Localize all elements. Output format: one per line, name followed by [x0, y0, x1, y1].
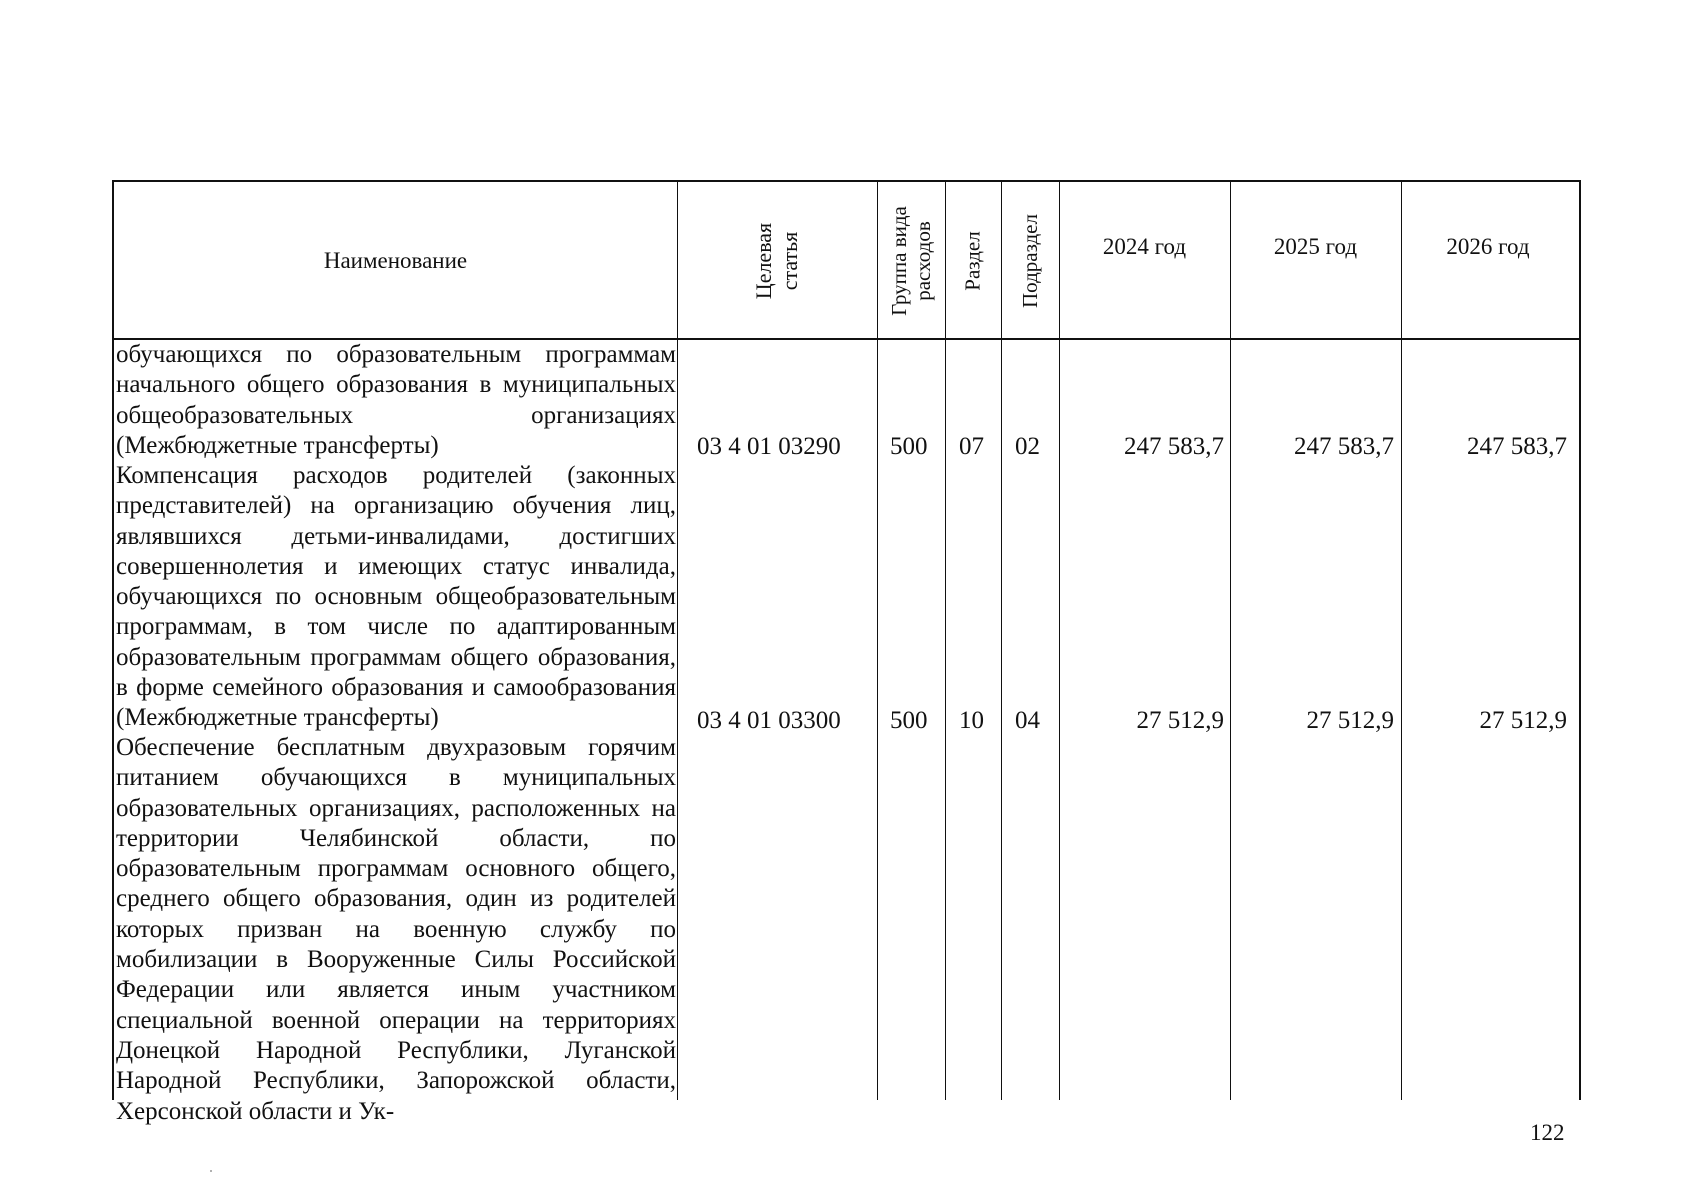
row-1-subsection: 02 — [1015, 433, 1040, 460]
header-target-article — [677, 182, 877, 339]
header-2025-label: 2025 год — [1273, 234, 1358, 259]
row-1-section: 07 — [959, 433, 984, 460]
scan-speck — [210, 1170, 212, 1172]
header-subsection — [1001, 182, 1059, 339]
header-name — [114, 182, 677, 339]
header-expense-group-line1: Группа вида — [887, 205, 911, 316]
row-1-2024: 247 583,7 — [1124, 433, 1224, 460]
header-2026-label: 2026 год — [1446, 234, 1530, 259]
budget-table — [112, 180, 1581, 1125]
row-2-subsection: 04 — [1015, 707, 1040, 734]
row-1-expense-group: 500 — [890, 433, 928, 460]
header-section — [945, 182, 1001, 339]
row-2-2025: 27 512,9 — [1306, 707, 1394, 734]
page-number: 122 — [1530, 1120, 1565, 1145]
row-2-target-article: 03 4 01 03300 — [697, 707, 841, 734]
name-column — [114, 340, 676, 1125]
header-2024 — [1059, 182, 1230, 339]
row-2-name: Компенсация расходов родителей (законных представителей) на организацию обучения лиц, являвшихся детьми-инвалидами, достигших совершеннолетия и имеющих статус инвалида, обучающихся по основным общеобразовательным программам, в том числе по адаптированным образовательным программам общего образования, в форме семейного образования и самообразования (Межбюджетные трансферты) — [116, 462, 676, 732]
header-2025 — [1230, 182, 1401, 339]
row-2-2026: 27 512,9 — [1479, 707, 1567, 734]
header-expense-group — [877, 182, 945, 339]
row-1-2025: 247 583,7 — [1294, 433, 1394, 460]
header-expense-group-line2: расходов — [911, 220, 935, 301]
header-section-label: Раздел — [961, 230, 985, 291]
row-2-section: 10 — [959, 707, 984, 734]
header-subsection-label: Подраздел — [1018, 213, 1042, 308]
row-2-expense-group: 500 — [890, 707, 928, 734]
header-target-article-line2: статья — [776, 231, 802, 290]
row-1-2026: 247 583,7 — [1467, 433, 1567, 460]
row-1-target-article: 03 4 01 03290 — [697, 433, 841, 460]
header-2026 — [1401, 182, 1575, 339]
row-1-name: обучающихся по образовательным программам начального общего образования в муниципальных общеобразовательных организациях (Межбюджетные трансферты) — [116, 341, 676, 459]
header-2024-label: 2024 год — [1102, 234, 1187, 259]
header-name-label: Наименование — [323, 247, 468, 273]
header-target-article-line1: Целевая — [750, 222, 776, 299]
row-3-name: Обеспечение бесплатным двухразовым горячим питанием обучающихся в муниципальных образовательных организациях, расположенных на территории Челябинской области, по образовательным программам основного общего, среднего общего образования, один из родителей которых призван на военную службу по мобилизации в Вооруженные Силы Российской Федерации или является иным участником специальной военной операции на территориях Донецкой Народной Республики, Луганской Народной Республики, Запорожской области, Херсонской области и Ук- — [116, 734, 676, 1125]
row-2-2024: 27 512,9 — [1136, 707, 1224, 734]
